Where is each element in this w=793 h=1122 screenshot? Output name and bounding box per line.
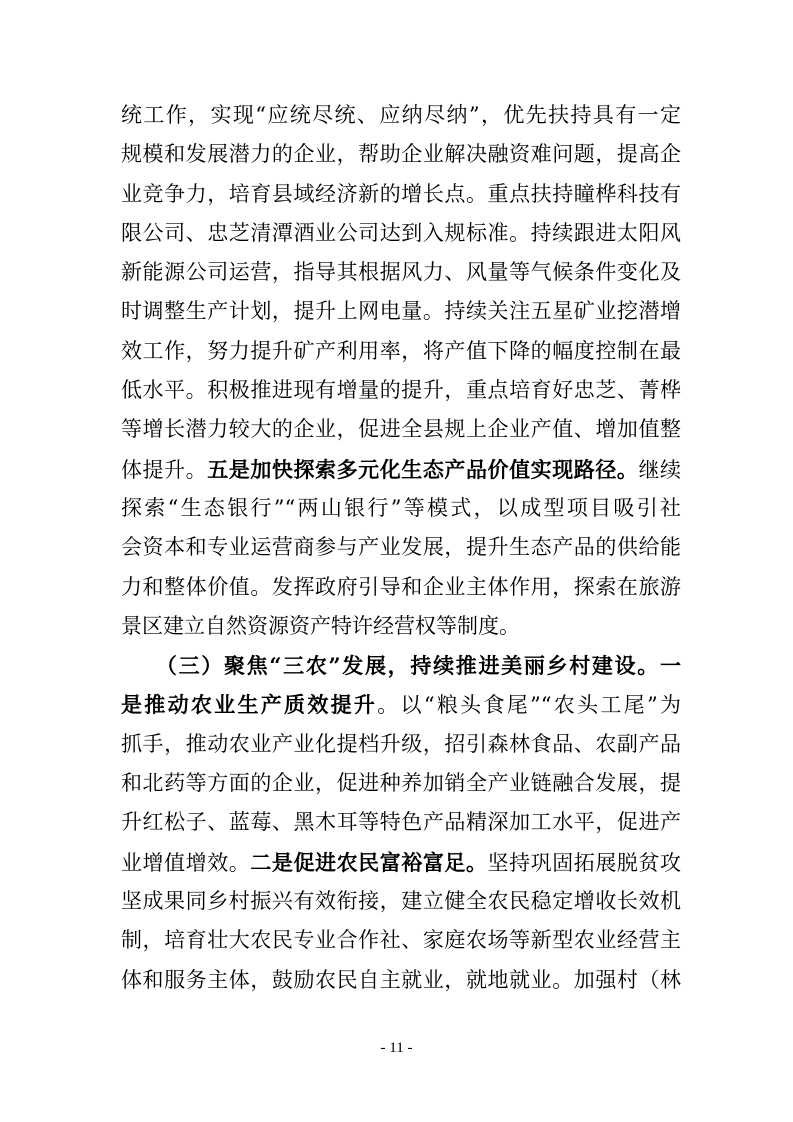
text-line: 统工作，实现“应统尽统、应纳尽纳”，优先扶持具有一定 (121, 103, 681, 127)
text-line: 是推动农业生产质效提升。以“粮头食尾”“农头工尾”为 (121, 692, 681, 718)
text-line: 时调整生产计划，提升上网电量。持续关注五星矿业挖潜增 (121, 299, 681, 324)
bold-heading: 是推动农业生产质效提升 (121, 692, 378, 718)
text-line: 力和整体价值。发挥政府引导和企业主体作用，探索在旅游 (121, 574, 681, 599)
text-line: 业增值增效。二是促进农民富裕富足。坚持巩固拓展脱贫攻 (121, 849, 681, 875)
text-line: 规模和发展潜力的企业，帮助企业解决融资难问题，提高企 (121, 142, 681, 167)
text-line: 景区建立自然资源资产特许经营权等制度。 (121, 613, 520, 638)
text-line: 抓手，推动农业产业化提档升级，招引森林食品、农副产品 (121, 731, 681, 756)
section-heading: （三）聚焦“三农”发展，持续推进美丽乡村建设。一 (121, 653, 681, 679)
text-line: 体和服务主体，鼓励农民自主就业，就地就业。加强村（林 (121, 967, 681, 992)
bold-heading: 二是促进农民富裕富足。 (250, 849, 488, 875)
bold-heading: 五是加快探索多元化生态产品价值实现路径。 (207, 456, 639, 482)
text-line: 业竞争力，培育县域经济新的增长点。重点扶持瞳桦科技有 (121, 181, 681, 206)
body-text (121, 96, 681, 1000)
text-line: 限公司、忠芝清潭酒业公司达到入规标准。持续跟进太阳风 (121, 220, 681, 245)
text-line: 坚成果同乡村振兴有效衔接，建立健全农民稳定增收长效机 (121, 888, 681, 913)
text-line: 会资本和专业运营商参与产业发展，提升生态产品的供给能 (121, 535, 681, 560)
text-line: 升红松子、蓝莓、黑木耳等特色产品精深加工水平，促进产 (121, 810, 681, 835)
text-line: 体提升。五是加快探索多元化生态产品价值实现路径。继续 (121, 456, 681, 482)
text-line: 制，培育壮大农民专业合作社、家庭农场等新型农业经营主 (121, 928, 681, 953)
text-line: 效工作，努力提升矿产利用率，将产值下降的幅度控制在最 (121, 338, 681, 363)
text-line: 等增长潜力较大的企业，促进全县规上企业产值、增加值整 (121, 417, 681, 442)
page-number: - 11 - (380, 1040, 413, 1056)
text-line: 探索“生态银行”“两山银行”等模式，以成型项目吸引社 (121, 495, 681, 520)
text-line: 和北药等方面的企业，促进种养加销全产业链融合发展，提 (121, 771, 681, 796)
text-line: 低水平。积极推进现有增量的提升，重点培育好忠芝、菁桦 (121, 378, 681, 403)
text-line: 新能源公司运营，指导其根据风力、风量等气候条件变化及 (121, 260, 681, 285)
